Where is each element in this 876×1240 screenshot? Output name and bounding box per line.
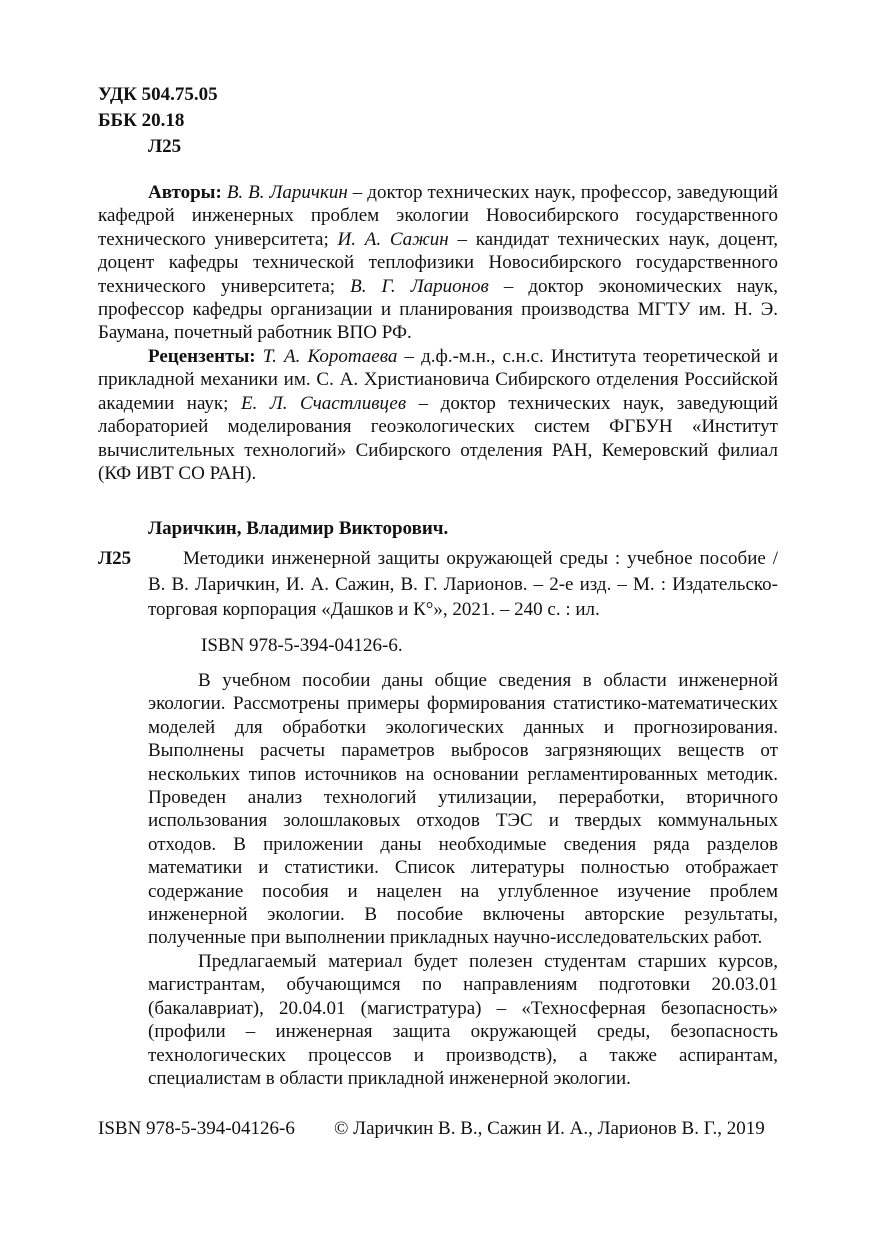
- authors-section: [98, 181, 778, 345]
- bbk-code: ББК 20.18: [98, 110, 185, 131]
- authors-label: Авторы:: [148, 182, 222, 203]
- reviewer-description: – д.ф.-м.н., с.н.с. Института теоретической и прикладной механики им. С. А. Христиановича Сибирского отделения Российской академии наук;: [98, 346, 779, 414]
- catalog-heading: Ларичкин, Владимир Викторович.: [148, 518, 449, 539]
- classification-codes: [98, 82, 778, 160]
- annotation: [148, 669, 778, 1090]
- udk-code: УДК 504.75.05: [98, 84, 218, 105]
- footer-isbn: ISBN 978-5-394-04126-6: [98, 1118, 295, 1139]
- author-description: – доктор экономических наук, профессор кафедры организации и планирования производства МГТУ им. Н. Э. Баумана, почетный работник ВПО РФ.: [98, 275, 779, 344]
- author-description: – доктор технических наук, профессор, заведующий кафедрой инженерных проблем экологии Новосибирского государственного технического университета;: [98, 182, 778, 250]
- catalog-description: Методики инженерной защиты окружающей среды : учебное пособие / В. В. Ларичкин, И. А. Сажин, В. Г. Ларионов. – 2-е изд. – М. : Издательско-торговая корпорация «Дашков и К°», 2021. – 240 с. : ил.: [148, 548, 778, 621]
- author-name: И. А. Сажин: [337, 228, 449, 250]
- catalog-entry: [98, 546, 778, 623]
- catalog-code: Л25: [98, 548, 132, 569]
- author-mark: Л25: [148, 136, 182, 157]
- reviewer-description: – доктор технических наук, заведующий лабораторией моделирования геоэкологических систем ФГБУН «Институт вычислительных технологий» Сибирского отделения РАН, Кемеровский филиал (КФ ИВТ СО РАН).: [98, 392, 779, 485]
- author-description: – кандидат технических наук, доцент, доцент кафедры технической теплофизики Новосибирского государственного технического университета;: [98, 228, 779, 297]
- author-name: В. В. Ларичкин: [226, 182, 348, 203]
- author-name: В. Г. Ларионов: [350, 275, 489, 297]
- reviewer-name: Т. А. Коротаева: [262, 346, 398, 367]
- reviewer-name: Е. Л. Счастливцев: [240, 392, 407, 414]
- copyright: © Ларичкин В. В., Сажин И. А., Ларионов В. Г., 2019: [334, 1118, 765, 1139]
- footer: [98, 1116, 778, 1142]
- annotation-paragraph: В учебном пособии даны общие сведения в области инженерной экологии. Рассмотрены примеры формирования статистико-математических моделей для обработки экологических данных и прогнозирования. Выполнены расчеты параметров выбросов загрязняющих веществ от нескольких типов источников на основании регламентированных методик. Проведен анализ технологий утилизации, переработки, вторичного использования золошлаковых отходов ТЭС и твердых коммунальных отходов. В приложении даны необходимые сведения ряда разделов математики и статистики. Список литературы полностью отображает содержание пособия и нацелен на углубленное изучение проблем инженерной экологии. В пособие включены авторские результаты, полученные при выполнении прикладных научно-исследовательских работ.: [148, 670, 778, 949]
- reviewers-label: Рецензенты:: [148, 346, 256, 367]
- reviewers-section: [98, 345, 778, 485]
- catalog-isbn: ISBN 978-5-394-04126-6.: [201, 635, 403, 656]
- annotation-paragraph: Предлагаемый материал будет полезен студентам старших курсов, магистрантам, обучающимся по направлениям подготовки 20.03.01 (бакалавриат), 20.04.01 (магистратура) – «Техносферная безопасность» (профили – инженерная защита окружающей среды, безопасность технологических процессов и производств), а также аспирантам, специалистам в области прикладной инженерной экологии.: [148, 950, 778, 1089]
